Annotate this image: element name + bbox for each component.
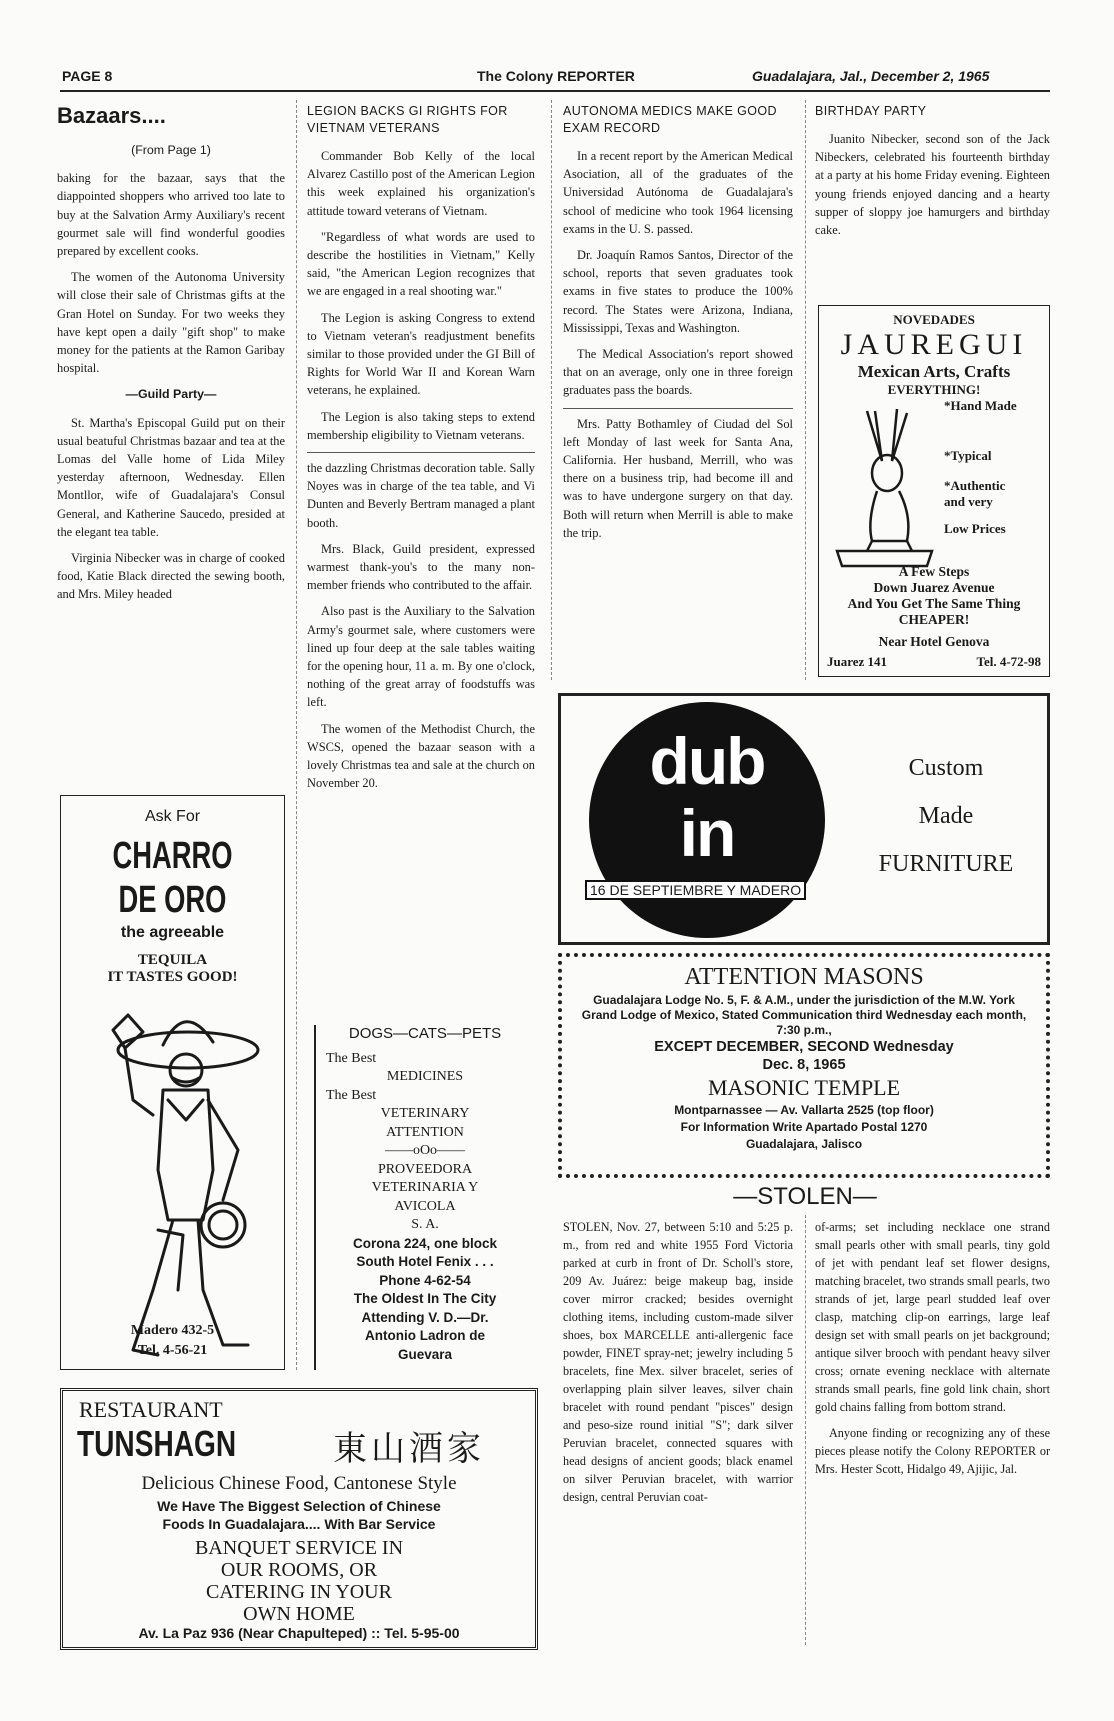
restaurant-l5: CATERING IN YOUR [206, 1581, 392, 1603]
jauregui-same: And You Get The Same Thing [847, 596, 1021, 611]
bazaars-headline: Bazaars.... [57, 103, 166, 128]
restaurant-l4: OUR ROOMS, OR [220, 1559, 378, 1581]
pets-l4: VETERINARY [380, 1106, 470, 1121]
jauregui-addr: Juarez 141 [827, 654, 888, 669]
charro-address: Madero 432-5 [130, 1323, 215, 1338]
jauregui-sub: Mexican Arts, Crafts [857, 362, 1011, 381]
column-divider [805, 1215, 806, 1645]
bazaars-p3: St. Martha's Episcopal Guild put on their usual beatuful Christmas bazaar and tea at the Lomas del Valle home of Lida Miley yesterday afternoon, Wednesday. Ellen Montllor, wife of Guadalajara's Consul General, and Katherine Saucedo, presided at the elegant tea table. [57, 415, 285, 539]
pets-l5: ATTENTION [386, 1124, 464, 1140]
dub-in-logo-top: dub [649, 724, 765, 798]
pets-ad [314, 1025, 534, 1370]
restaurant-l1: We Have The Biggest Selection of Chinese [157, 1498, 441, 1514]
bothamley-p: Mrs. Patty Bothamley of Ciudad del Sol left Monday of last week for Santa Ana, California. Her husband, Merrill, who was there on a business trip, had become ill and was to have undergone surgery on that day. Both will return when Merrill is able to make the trip. [563, 416, 793, 540]
restaurant-label: RESTAURANT [79, 1397, 223, 1422]
column-legion [307, 103, 535, 801]
bazaar-cont-p2: Mrs. Black, Guild president, expressed warmest thank-you's to the many non-member friends who contributed to the affair. [307, 541, 535, 593]
bazaar-cont-p1: the dazzling Christmas decoration table. Sally Noyes was in charge of the tea table, and Vi Dunten and Beverly Bertram managed a plant booth. [307, 461, 535, 530]
stolen-p2: of-arms; set including necklace one strand small pearls other with small pearls, tiny gold of jet with pendant leaf set flower designs, matching bracelet, two strands small pearls, two strands of jet, large pearl studded leaf over clasp, matching clip-on earrings, large leaf design set with small pearls on jet background; antique silver brooch with pendant heavy silver cross; ornate evening necklace with alternate strands small pearls, fine gold link chain, short gold chains falling from bottom strand. [815, 1220, 1050, 1414]
pets-l15: Antonio Ladron de [365, 1328, 485, 1343]
jauregui-everything: EVERYTHING! [887, 382, 981, 397]
jauregui-steps: A Few Steps [898, 564, 970, 579]
restaurant-l2: Foods In Guadalajara.... With Bar Service [162, 1516, 436, 1532]
pets-l10: Corona 224, one block [352, 1235, 498, 1251]
bazaars-p4: Virginia Nibecker was in charge of cooked food, Katie Black directed the sewing booth, and Mrs. Miley headed [57, 551, 285, 602]
stolen-col-right [815, 1218, 1050, 1486]
legion-p3: The Legion is asking Congress to extend to Vietnam veteran's readjustment benefits similar to those provided under the GI Bill of Rights for World War II and Korean Warn veterans, he explained. [307, 310, 535, 398]
jauregui-name: JAUREGUI [840, 328, 1028, 361]
pets-l3: The Best [326, 1087, 377, 1103]
header-rule [60, 90, 1050, 92]
bazaar-cont-p4: The women of the Methodist Church, the WSCS, opened the bazaar season with a lovely Christmas tea and sale at the church on November 20. [307, 721, 535, 791]
pets-l8: AVICOLA [394, 1198, 456, 1214]
masons-l6: For Information Write Apartado Postal 1270 [680, 1120, 928, 1134]
dub-in-street: 16 DE SEPTIEMBRE Y MADERO [585, 880, 806, 900]
pets-l16: Guevara [397, 1346, 453, 1362]
jauregui-down: Down Juarez Avenue [873, 580, 995, 595]
dub-in-ad [558, 693, 1050, 945]
charro-tag: the agreeable [120, 924, 225, 941]
column-divider [551, 100, 552, 680]
pets-l2: MEDICINES [386, 1069, 464, 1084]
charro-ask: Ask For [144, 808, 201, 825]
stolen-p3: Anyone finding or recognizing any of these pieces please notify the Colony REPORTER or Mrs. Hester Scott, Hidalgo 49, Ajijic, Jal. [815, 1426, 1050, 1476]
guild-party-subhead: —Guild Party— [125, 387, 217, 402]
dub-in-w2: Made [918, 803, 974, 829]
jauregui-novedades: NOVEDADES [893, 312, 975, 327]
paper-name: The Colony REPORTER [477, 68, 635, 84]
pets-title: DOGS—CATS—PETS [348, 1025, 502, 1042]
pets-l9: S. A. [411, 1217, 439, 1232]
restaurant-chinese-name: 東山酒家 [333, 1429, 485, 1469]
birthday-headline: BIRTHDAY PARTY [815, 104, 927, 118]
jauregui-near: Near Hotel Genova [878, 634, 990, 649]
stolen-p1: STOLEN, Nov. 27, between 5:10 and 5:25 p. m., from red and white 1955 Ford Victoria parked at curb in front of Dr. Scholl's store, 209 Av. Juárez: beige makeup bag, inside cover mirror cracked; besides overnight clothing items, including custom-made silver shoes, box MARCELLE anti-allergenic face powder, FINET spray-net; jewelry including 5 bracelets, fine Mex. silver bracelet, series of overlapping plain silver leaves, silver chain bracelet with round pendant "pisces" design and peso-size round initial "S"; dark silver Peruvian bracelet, connected squares with head designs of ancient goods; black enamel on silver Peruvian bracelet, with warrior design, central Peruvian coat- [563, 1220, 793, 1504]
autonoma-p2: Dr. Joaquín Ramos Santos, Director of the school, reports that seven graduates took exams in five states to produce the 100% record. The States were Arizona, Indiana, Mississippi, Texas and Washington. [563, 248, 793, 335]
restaurant-l6: OWN HOME [243, 1603, 355, 1625]
dub-in-logo-bottom: in [679, 796, 735, 870]
jauregui-f3b: and very [944, 494, 993, 509]
column-divider [296, 100, 297, 1370]
restaurant-tag: Delicious Chinese Food, Cantonese Style [141, 1473, 457, 1494]
masons-l5: Montparnassee — Av. Vallarta 2525 (top floor) [674, 1103, 934, 1117]
restaurant-l3: BANQUET SERVICE IN [194, 1537, 404, 1559]
column-divider [805, 100, 806, 680]
masons-l4: MASONIC TEMPLE [707, 1075, 901, 1100]
jauregui-ad [818, 305, 1050, 677]
bazaars-p2: The women of the Autonoma University will close their sale of Christmas gifts at the Gran Hotel on Sunday. For two weeks they have kept open a daily "gift shop" to make money for the patients at the Ramon Garibay hospital. [57, 270, 285, 376]
charro-illustration [73, 990, 273, 1375]
charro-product: TEQUILA [137, 952, 208, 968]
birthday-p1: Juanito Nibecker, second son of the Jack Nibeckers, celebrated his fourteenth birthday at a party at his home Friday evening. Eighteen young friends enjoyed dancing and a hearty supper of sloppy joe hamurgers and birthday cake. [815, 132, 1050, 238]
pets-l1: The Best [326, 1050, 377, 1066]
pets-sep: ——oOo—— [384, 1143, 466, 1158]
jauregui-f3a: *Authentic [944, 478, 1006, 493]
jauregui-tel: Tel. 4-72-98 [976, 654, 1041, 669]
masons-l2: EXCEPT DECEMBER, SECOND Wednesday [654, 1039, 954, 1055]
masons-l3: Dec. 8, 1965 [762, 1057, 846, 1073]
charro-slogan: IT TASTES GOOD! [107, 969, 238, 985]
legion-p4: The Legion is also taking steps to extend membership eligibility to Vietnam veterans. [307, 409, 535, 442]
jauregui-f4: Low Prices [944, 521, 1006, 536]
pets-l14: Attending V. D.—Dr. [361, 1309, 489, 1325]
donkey-figurine-illustration [827, 401, 942, 576]
autonoma-p3: The Medical Association's report showed that on an average, only one in three foreign graduates pass the boards. [563, 347, 793, 398]
masons-ad [558, 953, 1050, 1178]
legion-p1: Commander Bob Kelly of the local Alvarez Castillo post of the American Legion this week explained his organization's attitude toward veterans of Vietnam. [307, 149, 535, 218]
page-header [0, 68, 1114, 90]
masons-title: ATTENTION MASONS [684, 964, 924, 990]
pets-l11: South Hotel Fenix . . . [356, 1254, 494, 1269]
restaurant-address: Av. La Paz 936 (Near Chapulteped) :: Tel. 5-95-00 [138, 1625, 460, 1641]
tunshagn-restaurant-ad [60, 1388, 538, 1650]
column-autonoma [563, 103, 793, 550]
legion-headline: LEGION BACKS GI RIGHTS FOR VIETNAM VETERANS [307, 104, 508, 135]
masons-l7: Guadalajara, Jalisco [745, 1137, 863, 1151]
autonoma-headline: AUTONOMA MEDICS MAKE GOOD EXAM RECORD [563, 104, 777, 135]
dub-in-w1: Custom [908, 755, 984, 781]
masons-l1: Guadalajara Lodge No. 5, F. & A.M., under the jurisdiction of the M.W. York Grand Lodge of Mexico, Stated Communication third Wednesday each month, 7:30 p.m., [581, 993, 1027, 1037]
charro-tel: Tel. 4-56-21 [137, 1343, 208, 1358]
jauregui-f3 [944, 478, 1005, 510]
pets-l12: Phone 4-62-54 [379, 1272, 471, 1288]
stolen-col-left [563, 1218, 793, 1514]
stolen-headline: —STOLEN— [733, 1183, 877, 1210]
restaurant-name: TUNSHAGN [77, 1423, 237, 1464]
autonoma-p1: In a recent report by the American Medical Asociation, all of the graduates of the Universidad Autónoma de Guadalajara's school of medicine who took 1964 licensing exams in the U. S. passed. [563, 149, 793, 236]
pets-l7: VETERINARIA Y [371, 1180, 479, 1195]
bazaars-p1: baking for the bazaar, says that the diappointed shoppers who arrived too late to buy at the Salvation Army Auxiliary's recent gourmet sale will find wonderful goodies prepared by excellent cooks. [57, 171, 285, 259]
bazaar-cont-p3: Also past is the Auxiliary to the Salvation Army's gourmet sale, where customers were lined up four deep at the sale tables waiting for the opening hour, 11 a. m. By one o'clock, nothing of the great array of foodstuffs was left. [307, 604, 535, 710]
column-bazaars [57, 103, 285, 612]
pets-l6: PROVEEDORA [377, 1161, 473, 1177]
from-page: (From Page 1) [131, 143, 211, 157]
page-number: PAGE 8 [62, 68, 113, 84]
legion-rule [307, 452, 535, 453]
charro-brand: CHARRO DE ORO [112, 835, 233, 921]
jauregui-cheaper: CHEAPER! [898, 612, 970, 627]
charro-de-oro-ad [60, 795, 285, 1370]
dub-in-w3: FURNITURE [878, 851, 1014, 877]
jauregui-f1: *Hand Made [944, 398, 1017, 413]
pets-l13: The Oldest In The City [353, 1291, 497, 1306]
legion-p2: "Regardless of what words are used to describe the hostilities in Vietnam," Kelly said, "the American Legion recognizes that we are engaged in a real shooting war." [307, 229, 535, 299]
dateline: Guadalajara, Jal., December 2, 1965 [752, 68, 990, 84]
autonoma-rule [563, 408, 793, 409]
column-birthday [815, 103, 1050, 247]
jauregui-f2: *Typical [944, 448, 992, 463]
